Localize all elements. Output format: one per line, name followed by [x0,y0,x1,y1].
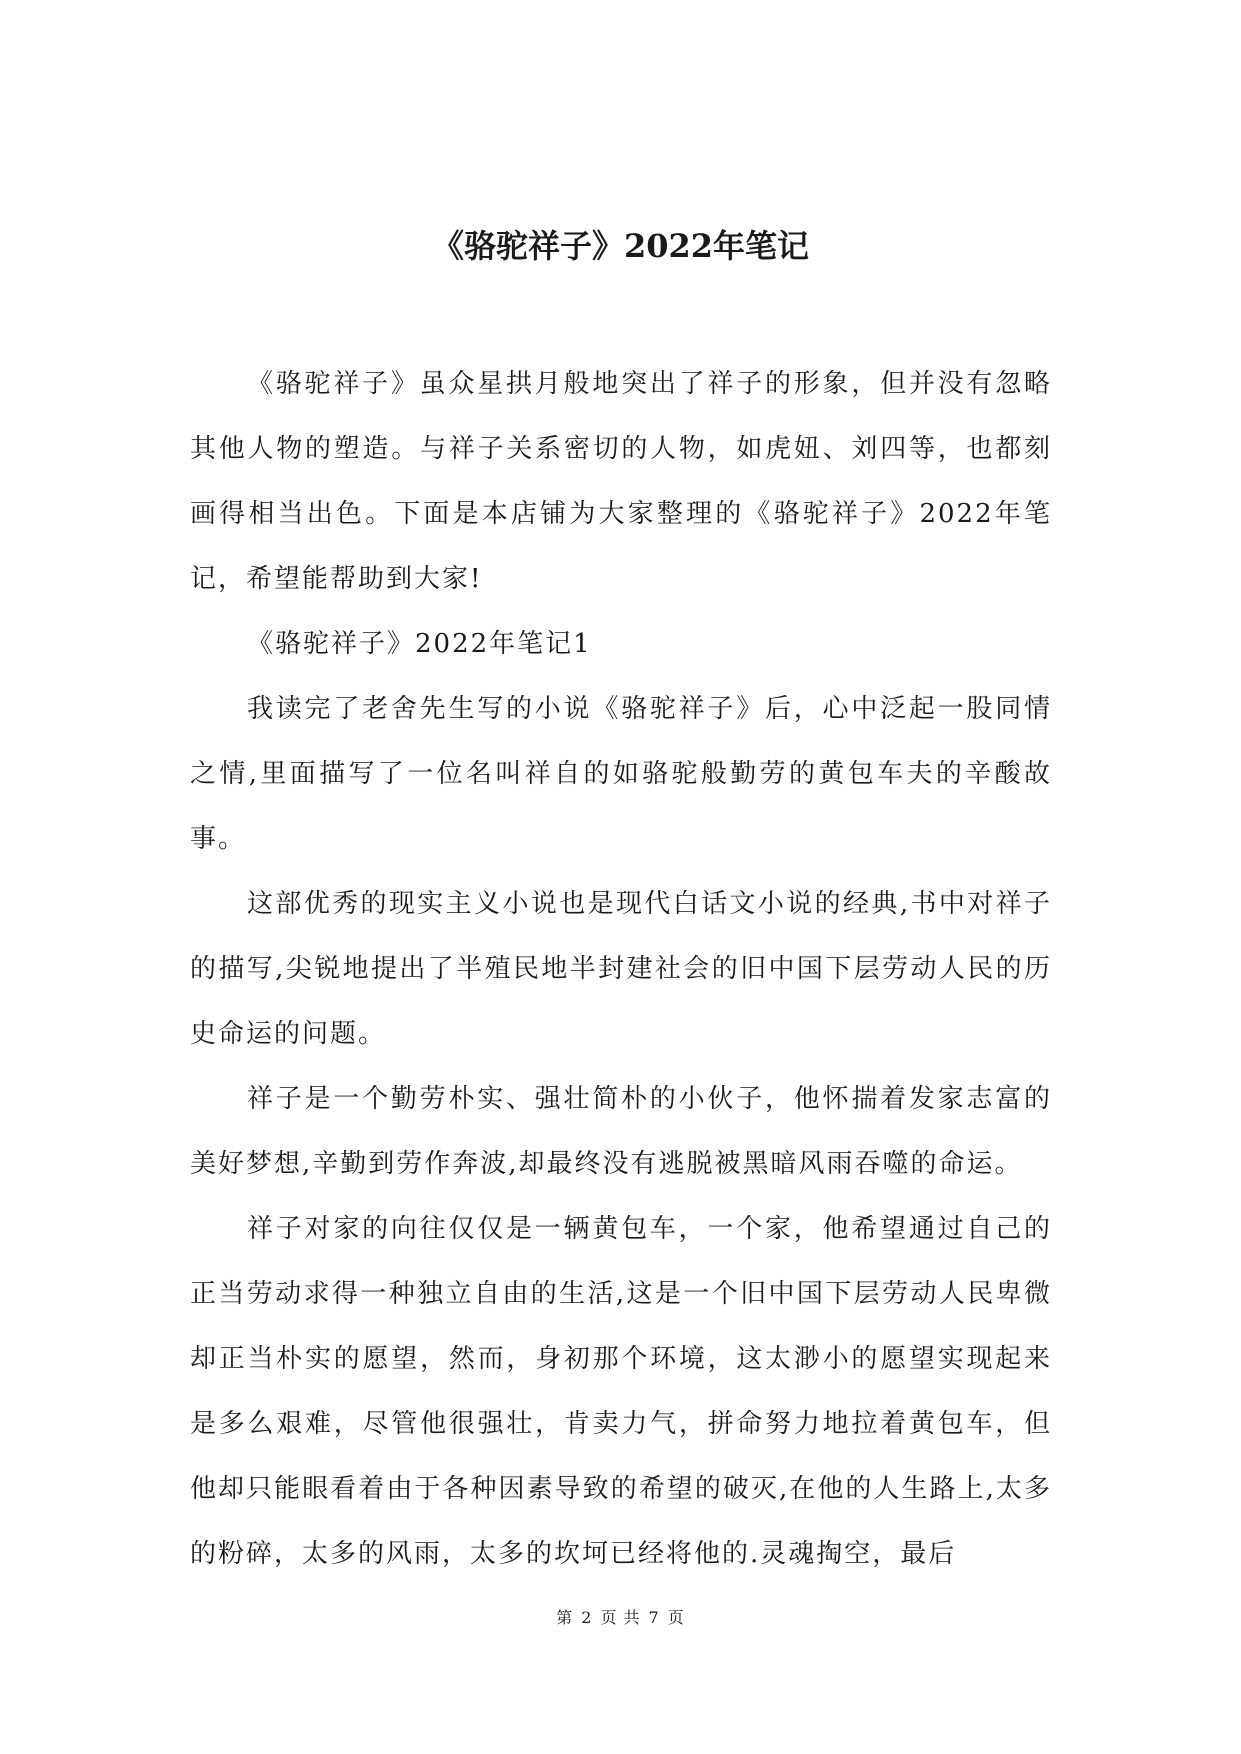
section-heading: 《骆驼祥子》2022年笔记1 [247,629,592,659]
document-body [190,352,1052,1587]
paragraph: 祥子是一个勤劳朴实、强壮简朴的小伙子，他怀揣着发家志富的美好梦想,辛勤到劳作奔波,却最终没有逃脱被黑暗风雨吞噬的命运。 [190,1084,1052,1179]
paragraph: 我读完了老舍先生写的小说《骆驼祥子》后，心中泛起一股同情之情,里面描写了一位名叫祥自的如骆驼般勤劳的黄包车夫的辛酸故事。 [190,694,1052,854]
footer-suffix: 页 [667,1608,685,1627]
footer-middle: 页 共 [600,1608,641,1627]
footer-total-pages: 7 [648,1608,660,1627]
paragraph-intro: 《骆驼祥子》虽众星拱月般地突出了祥子的形象，但并没有忽略其他人物的塑造。与祥子关系密切的人物，如虎妞、刘四等，也都刻画得相当出色。下面是本店铺为大家整理的《骆驼祥子》2022年笔记，希望能帮助到大家! [190,369,1052,594]
paragraph: 祥子对家的向往仅仅是一辆黄包车，一个家，他希望通过自己的正当劳动求得一种独立自由的生活,这是一个旧中国下层劳动人民卑微却正当朴实的愿望，然而，身初那个环境，这太渺小的愿望实现起来是多么艰难，尽管他很强壮，肯卖力气，拼命努力地拉着黄包车，但他却只能眼看着由于各种因素导致的希望的破灭,在他的人生路上,太多的粉碎，太多的风雨，太多的坎坷已经将他的.灵魂掏空，最后 [190,1214,1052,1569]
document-title: 《骆驼祥子》2022年笔记 [431,227,810,265]
paragraph: 这部优秀的现实主义小说也是现代白话文小说的经典,书中对祥子的描写,尖锐地提出了半殖民地半封建社会的旧中国下层劳动人民的历史命运的问题。 [190,889,1052,1049]
footer-prefix: 第 [556,1608,574,1627]
page-footer [0,1606,1241,1630]
footer-current-page: 2 [581,1608,593,1627]
